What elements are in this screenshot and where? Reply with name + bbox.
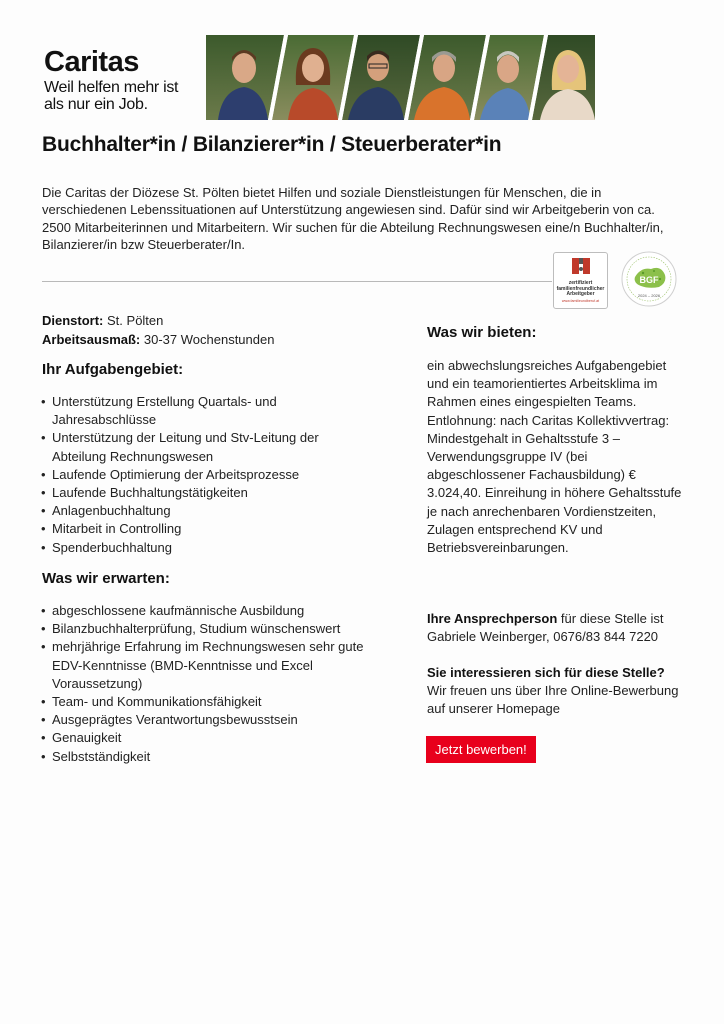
job-meta (42, 311, 274, 349)
list-item: • Mitarbeit in Controlling (41, 520, 371, 538)
apply-button[interactable]: Jetzt bewerben! (426, 736, 536, 763)
job-title: Buchhalter*in / Bilanzierer*in / Steuerberater*in (42, 133, 502, 156)
location-value: St. Pölten (107, 313, 164, 328)
bgf-seal (621, 251, 677, 307)
family-friendly-badge (553, 252, 608, 309)
contact-label: Ihre Ansprechperson (427, 611, 558, 626)
intro-text: Die Caritas der Diözese St. Pölten bietet Hilfen und soziale Dienstleistungen für Menschen, die in verschiedenen Lebenssituationen auf Unterstützung angewiesen sind. Dafür sind wir Arbeitgeberin von ca. 2500 Mitarbeiterinnen und Mitarbeitern. Wir suchen für die Abteilung Rechnungswesen eine/n Buchhalter/in, Bilanzierer/in bzw Steuerberater/In. (42, 185, 664, 252)
list-item: • Unterstützung Erstellung Quartals- und Jahresabschlüsse (41, 393, 371, 429)
caritas-logo (44, 48, 178, 113)
family-badge-url: www.familieundberuf.at (561, 298, 600, 303)
erwarten-list (41, 602, 371, 766)
hours-value: 30-37 Wochenstunden (143, 332, 275, 347)
contact-text: für diese Stelle ist Gabriele Weinberger, 0676/83 844 7220 (427, 611, 664, 645)
divider (42, 281, 552, 282)
list-item: • Spenderbuchhaltung (41, 539, 371, 557)
list-item: • Team- und Kommunikationsfähigkeit (41, 693, 371, 711)
list-item: • Laufende Buchhaltungstätigkeiten (41, 484, 371, 502)
list-item: • Bilanzbuchhalterprüfung, Studium wünschenswert (41, 620, 371, 638)
list-item: • Ausgeprägtes Verantwortungsbewusstsein (41, 711, 371, 729)
aufgaben-heading: Ihr Aufgabengebiet: (42, 361, 184, 378)
interest-answer: Wir freuen uns über Ihre Online-Bewerbung auf unserer Homepage (427, 683, 679, 717)
bieten-text: ein abwechslungsreiches Aufgabengebiet und ein teamorientiertes Arbeitsklima im Rahmen eines eingespielten Teams. Entlohnung: nach Caritas Kollektivvertrag: Mindestgehalt in Gehaltsstufe 3 – Verwendungsgruppe IV (bei abgeschlossener Fachausbildung) € 3.024,40. Einreihung in höhere Gehaltsstufe je nach anrechenbaren Vordienstzeiten, Zulagen entsprechend KV und Betriebsvereinbarungen. (427, 358, 682, 556)
interest-block (427, 664, 687, 719)
logo-tagline (44, 79, 178, 113)
family-badge-line1: zertifiziert (568, 280, 593, 286)
hours-row (42, 330, 274, 349)
contact-info (427, 610, 687, 646)
bgf-seal-graphic (621, 251, 677, 307)
list-item: • Laufende Optimierung der Arbeitsprozesse (41, 466, 371, 484)
family-badge-text (554, 281, 607, 298)
family-badge-line3: Arbeitgeber (566, 291, 595, 297)
bgf-label: BGF (639, 275, 659, 285)
family-badge-line2: familienfreundlicher (556, 285, 605, 292)
interest-question: Sie interessieren sich für diese Stelle? (427, 665, 665, 680)
list-item: • mehrjährige Erfahrung im Rechnungswesen sehr gute EDV-Kenntnisse (BMD-Kenntnisse und Excel Voraussetzung) (41, 638, 371, 693)
logo-name: Caritas (44, 46, 139, 78)
list-item: • Anlagenbuchhaltung (41, 502, 371, 520)
list-item: • Selbstständigkeit (41, 748, 371, 766)
aufgaben-list (41, 393, 371, 557)
team-photo (206, 35, 595, 120)
location-row (42, 311, 274, 330)
team-photo-banner (206, 35, 595, 120)
logo-tagline-line2: als nur ein Job. (44, 96, 148, 113)
bieten-heading: Was wir bieten: (427, 324, 537, 341)
erwarten-heading: Was wir erwarten: (42, 570, 170, 587)
list-item: • Unterstützung der Leitung und Stv-Leitung der Abteilung Rechnungswesen (41, 429, 371, 465)
family-logo-icon (570, 258, 592, 274)
bgf-years: 2024 – 2026 (637, 293, 661, 298)
hours-label: Arbeitsausmaß: (42, 332, 141, 347)
logo-tagline-line1: Weil helfen mehr ist (44, 79, 179, 96)
location-label: Dienstort: (42, 313, 104, 328)
list-item: • abgeschlossene kaufmännische Ausbildung (41, 602, 371, 620)
list-item: • Genauigkeit (41, 729, 371, 747)
